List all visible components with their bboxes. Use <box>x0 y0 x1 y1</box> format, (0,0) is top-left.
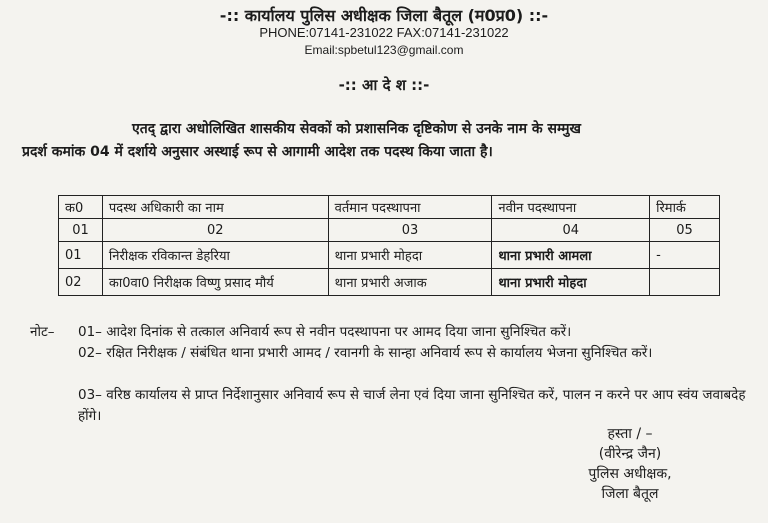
row-current-posting: थाना प्रभारी मोहदा <box>328 242 492 269</box>
email-address: Email:spbetul123@gmail.com <box>304 43 464 57</box>
header-remark: रिमार्क <box>650 196 720 219</box>
column-number: 04 <box>492 219 650 242</box>
header-new-posting: नवीन पदस्थापना <box>492 196 650 219</box>
signatory-designation: पुलिस अधीक्षक, <box>588 466 672 482</box>
column-number: 05 <box>650 219 720 242</box>
column-number: 03 <box>328 219 492 242</box>
table-row <box>59 242 720 269</box>
row-new-posting: थाना प्रभारी मोहदा <box>492 269 650 296</box>
header-current-posting: वर्तमान पदस्थापना <box>328 196 492 219</box>
row-officer-name: का0वा0 निरीक्षक विष्णु प्रसाद मौर्य <box>102 269 328 296</box>
row-current-posting: थाना प्रभारी अजाक <box>328 269 492 296</box>
row-sr: 01 <box>59 242 103 269</box>
posting-table <box>58 195 720 296</box>
phone-fax: PHONE:07141-231022 FAX:07141-231022 <box>259 25 509 40</box>
note-item: 02– रक्षित निरीक्षक / संबंधित थाना प्रभारी आमद / रवानगी के सान्हा अनिवार्य रूप से कार्यालय भेजना सुनिश्चित करें। <box>78 345 653 361</box>
header-sr: क0 <box>59 196 103 219</box>
column-number: 01 <box>59 219 103 242</box>
row-officer-name: निरीक्षक रविकान्त डेहरिया <box>102 242 328 269</box>
note-item: 03– वरिष्ठ कार्यालय से प्राप्त निर्देशानुसार अनिवार्य रूप से चार्ज लेना एवं दिया जाना सुनिश्चित करें, पालन न करने पर आप स्वंय जवाबदेह होंगे। <box>78 387 746 424</box>
column-number: 02 <box>102 219 328 242</box>
office-title: -:: कार्यालय पुलिस अधीक्षक जिला बैतूल (म0प्र0) ::- <box>219 6 549 25</box>
signatory-name: (वीरेन्द्र जैन) <box>598 446 662 462</box>
order-heading: -:: आ दे श ::- <box>338 76 430 94</box>
intro-line-2: प्रदर्श कमांक 04 में दर्शाये अनुसार अस्थाई रूप से आगामी आदेश तक पदस्थ किया जाता है। <box>22 144 493 160</box>
note-item: 01– आदेश दिनांक से तत्काल अनिवार्य रूप से नवीन पदस्थापना पर आमद दिया जाना सुनिश्चित करें। <box>78 324 572 340</box>
row-remark: - <box>650 242 720 269</box>
table-row <box>59 269 720 296</box>
signature-block <box>560 424 700 504</box>
intro-paragraph <box>22 118 752 164</box>
signatory-district: जिला बैतूल <box>601 486 659 502</box>
table-column-number-row <box>59 219 720 242</box>
header-officer-name: पदस्थ अधिकारी का नाम <box>102 196 328 219</box>
intro-line-1: एतद् द्वारा अधोलिखित शासकीय सेवकों को प्रशासनिक दृष्टिकोण से उनके नाम के सम्मुख <box>132 121 582 137</box>
row-remark <box>650 269 720 296</box>
notes-label: नोट– <box>30 324 55 340</box>
row-sr: 02 <box>59 269 103 296</box>
table-header-row <box>59 196 720 219</box>
signed-mark: हस्ता / – <box>607 426 653 442</box>
row-new-posting: थाना प्रभारी आमला <box>492 242 650 269</box>
